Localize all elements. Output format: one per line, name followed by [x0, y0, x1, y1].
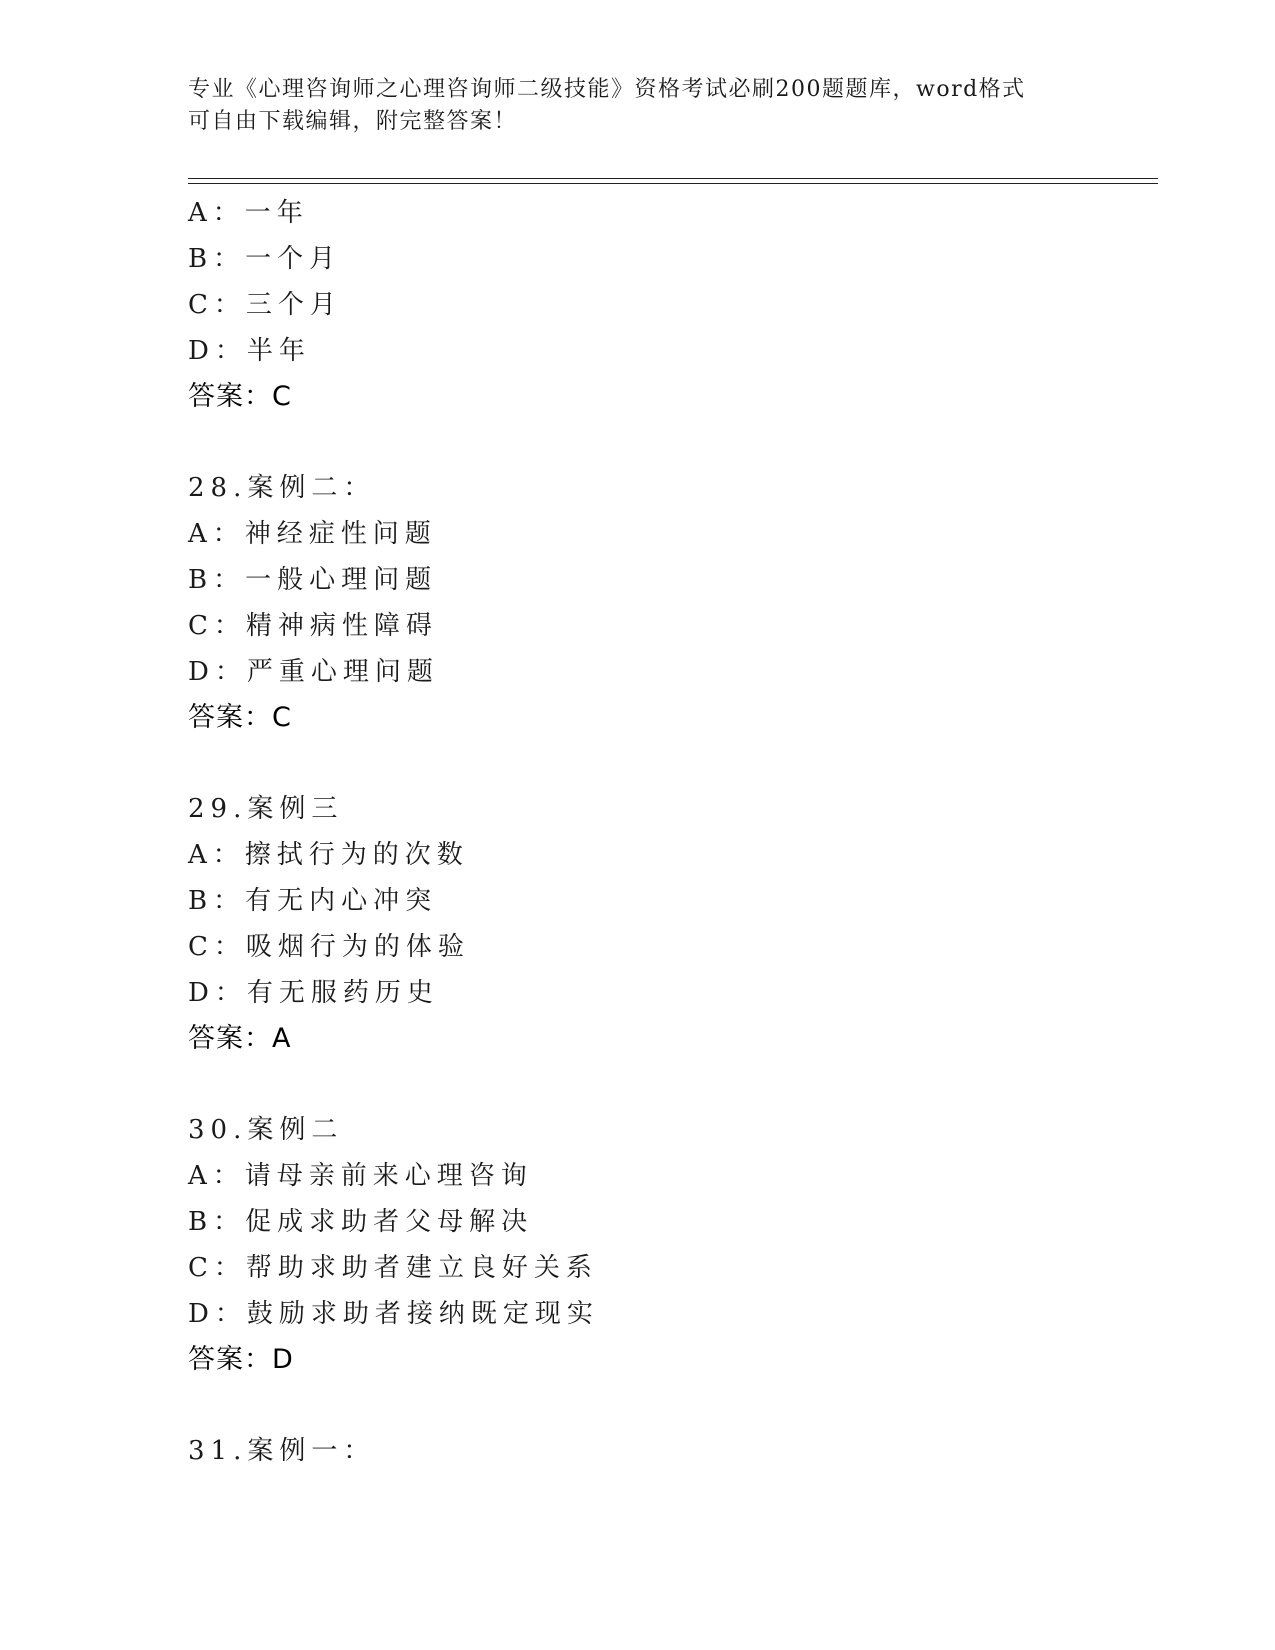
question-title: 28.案例二： — [188, 473, 376, 503]
question-title: 30.案例二 — [188, 1115, 344, 1145]
option-b: B：一般心理问题 — [188, 565, 438, 595]
question-title: 31.案例一： — [188, 1436, 376, 1466]
question-block — [188, 1428, 1158, 1474]
option-b: B：一个月 — [188, 244, 342, 274]
question-list — [188, 190, 1158, 1474]
option-d: D：严重心理问题 — [188, 657, 439, 687]
option-c: C：吸烟行为的体验 — [188, 932, 470, 962]
spacer — [188, 420, 1158, 465]
question-block — [188, 1107, 1158, 1383]
option-d: D：鼓励求助者接纳既定现实 — [188, 1299, 599, 1329]
answer-line: 答案：A — [188, 1023, 292, 1054]
option-a: A：请母亲前来心理咨询 — [188, 1161, 533, 1191]
option-a: A：神经症性问题 — [188, 519, 437, 549]
option-c: C：精神病性障碍 — [188, 611, 438, 641]
header-line-2: 可自由下载编辑，附完整答案！ — [188, 109, 518, 134]
header-line-1: 专业《心理咨询师之心理咨询师二级技能》资格考试必刷200题题库，word格式 — [188, 77, 1026, 102]
header-divider-top — [188, 178, 1158, 179]
spacer — [188, 741, 1158, 786]
question-block — [188, 190, 1158, 420]
document-header — [188, 74, 1068, 138]
option-a: A：一年 — [188, 198, 309, 228]
option-b: B：促成求助者父母解决 — [188, 1207, 534, 1237]
option-c: C：三个月 — [188, 290, 342, 320]
option-d: D：有无服药历史 — [188, 978, 439, 1008]
answer-line: 答案：D — [188, 1344, 294, 1375]
option-a: A：擦拭行为的次数 — [188, 840, 469, 870]
question-title: 29.案例三 — [188, 794, 344, 824]
option-d: D：半年 — [188, 336, 311, 366]
answer-line: 答案：C — [188, 702, 292, 733]
option-b: B：有无内心冲突 — [188, 886, 438, 916]
question-block — [188, 786, 1158, 1062]
spacer — [188, 1062, 1158, 1107]
spacer — [188, 1383, 1158, 1428]
header-divider-bottom — [188, 183, 1158, 184]
answer-line: 答案：C — [188, 381, 292, 412]
option-c: C：帮助求助者建立良好关系 — [188, 1253, 598, 1283]
question-block — [188, 465, 1158, 741]
